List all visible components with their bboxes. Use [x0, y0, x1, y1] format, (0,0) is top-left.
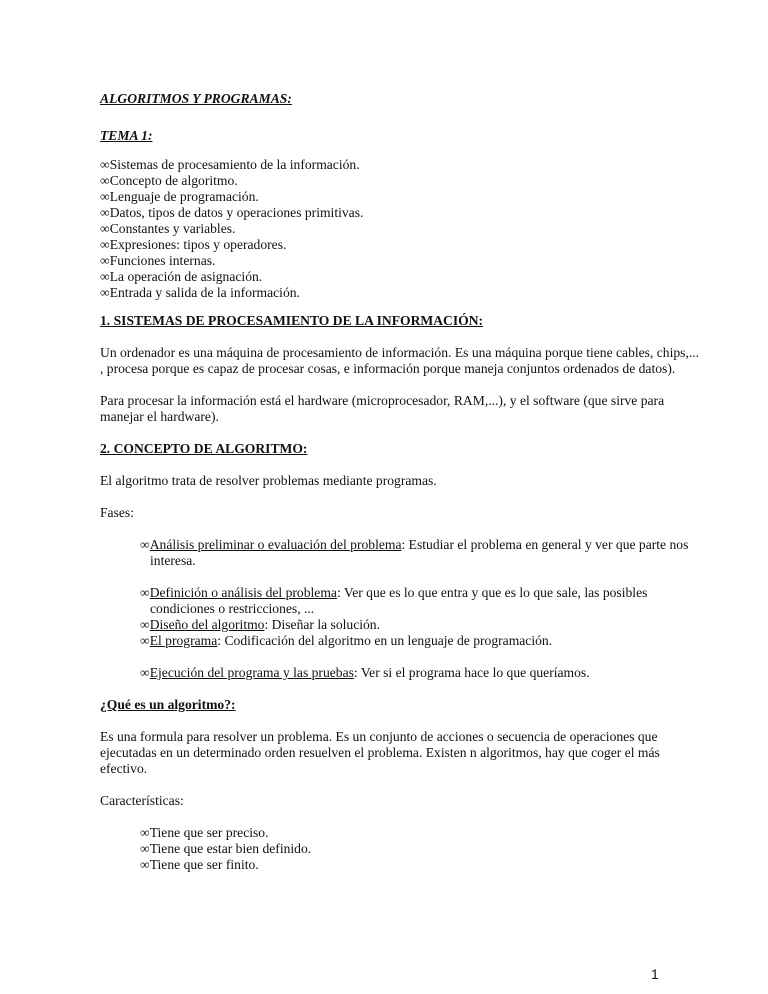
paragraph-line: ejecutadas en un determinado orden resuelven el problema. Existen n algoritmos, hay que coger el más	[100, 745, 660, 760]
toc-item-text: Funciones internas.	[109, 253, 216, 268]
fase-term: El programa	[149, 633, 218, 648]
fase-continuation: interesa.	[150, 553, 196, 568]
toc-item	[100, 157, 360, 173]
bullet-icon: ∞	[140, 537, 150, 552]
bullet-icon: ∞	[100, 205, 110, 220]
caracteristica-item	[140, 857, 259, 873]
caracteristica-text: Tiene que estar bien definido.	[149, 841, 312, 856]
paragraph-line: , procesa porque es capaz de procesar cosas, e información porque maneja conjuntos ordenados de datos).	[100, 361, 676, 376]
bullet-icon: ∞	[140, 617, 150, 632]
bullet-icon: ∞	[140, 857, 150, 872]
fase-item	[140, 617, 380, 633]
paragraph-line: Es una formula para resolver un problema. Es un conjunto de acciones o secuencia de operaciones que	[100, 729, 658, 744]
fase-term: Definición o análisis del problema	[149, 585, 337, 600]
caracteristica-item	[140, 825, 269, 841]
caracteristicas-label: Características:	[100, 793, 184, 808]
toc-item-text: Expresiones: tipos y operadores.	[109, 237, 287, 252]
fase-item	[140, 537, 688, 553]
toc-item	[100, 237, 286, 253]
document-title: ALGORITMOS Y PROGRAMAS:	[100, 91, 292, 106]
caracteristica-text: Tiene que ser preciso.	[149, 825, 269, 840]
toc-item	[100, 173, 238, 189]
toc-item	[100, 285, 300, 301]
toc-item-text: Concepto de algoritmo.	[109, 173, 238, 188]
page-number: 1	[651, 966, 659, 982]
bullet-icon: ∞	[100, 189, 110, 204]
bullet-icon: ∞	[100, 285, 110, 300]
bullet-icon: ∞	[100, 269, 110, 284]
bullet-icon: ∞	[140, 585, 150, 600]
fase-term: Ejecución del programa y las pruebas	[149, 665, 354, 680]
toc-item-text: Datos, tipos de datos y operaciones primitivas.	[109, 205, 364, 220]
caracteristica-item	[140, 841, 311, 857]
fase-text: : Estudiar el problema en general y ver que parte nos	[401, 537, 689, 552]
paragraph-line: efectivo.	[100, 761, 148, 776]
toc-item	[100, 253, 215, 269]
toc-item-text: Constantes y variables.	[109, 221, 236, 236]
toc-item-text: La operación de asignación.	[109, 269, 263, 284]
bullet-icon: ∞	[140, 633, 150, 648]
paragraph-line: El algoritmo trata de resolver problemas mediante programas.	[100, 473, 437, 488]
toc-item	[100, 205, 363, 221]
fase-term: Diseño del algoritmo	[149, 617, 265, 632]
paragraph-line: Para procesar la información está el hardware (microprocesador, RAM,...), y el software (que sirve para	[100, 393, 665, 408]
fase-continuation: condiciones o restricciones, ...	[150, 601, 315, 616]
bullet-icon: ∞	[140, 825, 150, 840]
fase-text: : Ver si el programa hace lo que queríamos.	[353, 665, 590, 680]
fases-label: Fases:	[100, 505, 134, 520]
bullet-icon: ∞	[140, 665, 150, 680]
bullet-icon: ∞	[140, 841, 150, 856]
bullet-icon: ∞	[100, 253, 110, 268]
fase-text: : Codificación del algoritmo en un lenguaje de programación.	[217, 633, 553, 648]
caracteristica-text: Tiene que ser finito.	[149, 857, 259, 872]
que-es-heading: ¿Qué es un algoritmo?:	[100, 697, 236, 712]
toc-item	[100, 189, 259, 205]
bullet-icon: ∞	[100, 157, 110, 172]
toc-item-text: Sistemas de procesamiento de la información.	[109, 157, 360, 172]
tema-heading: TEMA 1:	[100, 128, 153, 143]
toc-item-text: Lenguaje de programación.	[109, 189, 259, 204]
bullet-icon: ∞	[100, 237, 110, 252]
toc-item-text: Entrada y salida de la información.	[109, 285, 300, 300]
fase-term: Análisis preliminar o evaluación del problema	[149, 537, 402, 552]
fase-item	[140, 585, 647, 601]
fase-text: : Ver que es lo que entra y que es lo que sale, las posibles	[336, 585, 648, 600]
toc-item	[100, 269, 262, 285]
section-1-heading: 1. SISTEMAS DE PROCESAMIENTO DE LA INFORMACIÓN:	[100, 313, 484, 328]
section-2-heading: 2. CONCEPTO DE ALGORITMO:	[100, 441, 308, 456]
fase-text: : Diseñar la solución.	[264, 617, 381, 632]
fase-item	[140, 633, 552, 649]
paragraph-line: manejar el hardware).	[100, 409, 219, 424]
bullet-icon: ∞	[100, 173, 110, 188]
paragraph-line: Un ordenador es una máquina de procesamiento de información. Es una máquina porque tiene cables, chips,...	[100, 345, 700, 360]
toc-item	[100, 221, 235, 237]
fase-item	[140, 665, 590, 681]
bullet-icon: ∞	[100, 221, 110, 236]
